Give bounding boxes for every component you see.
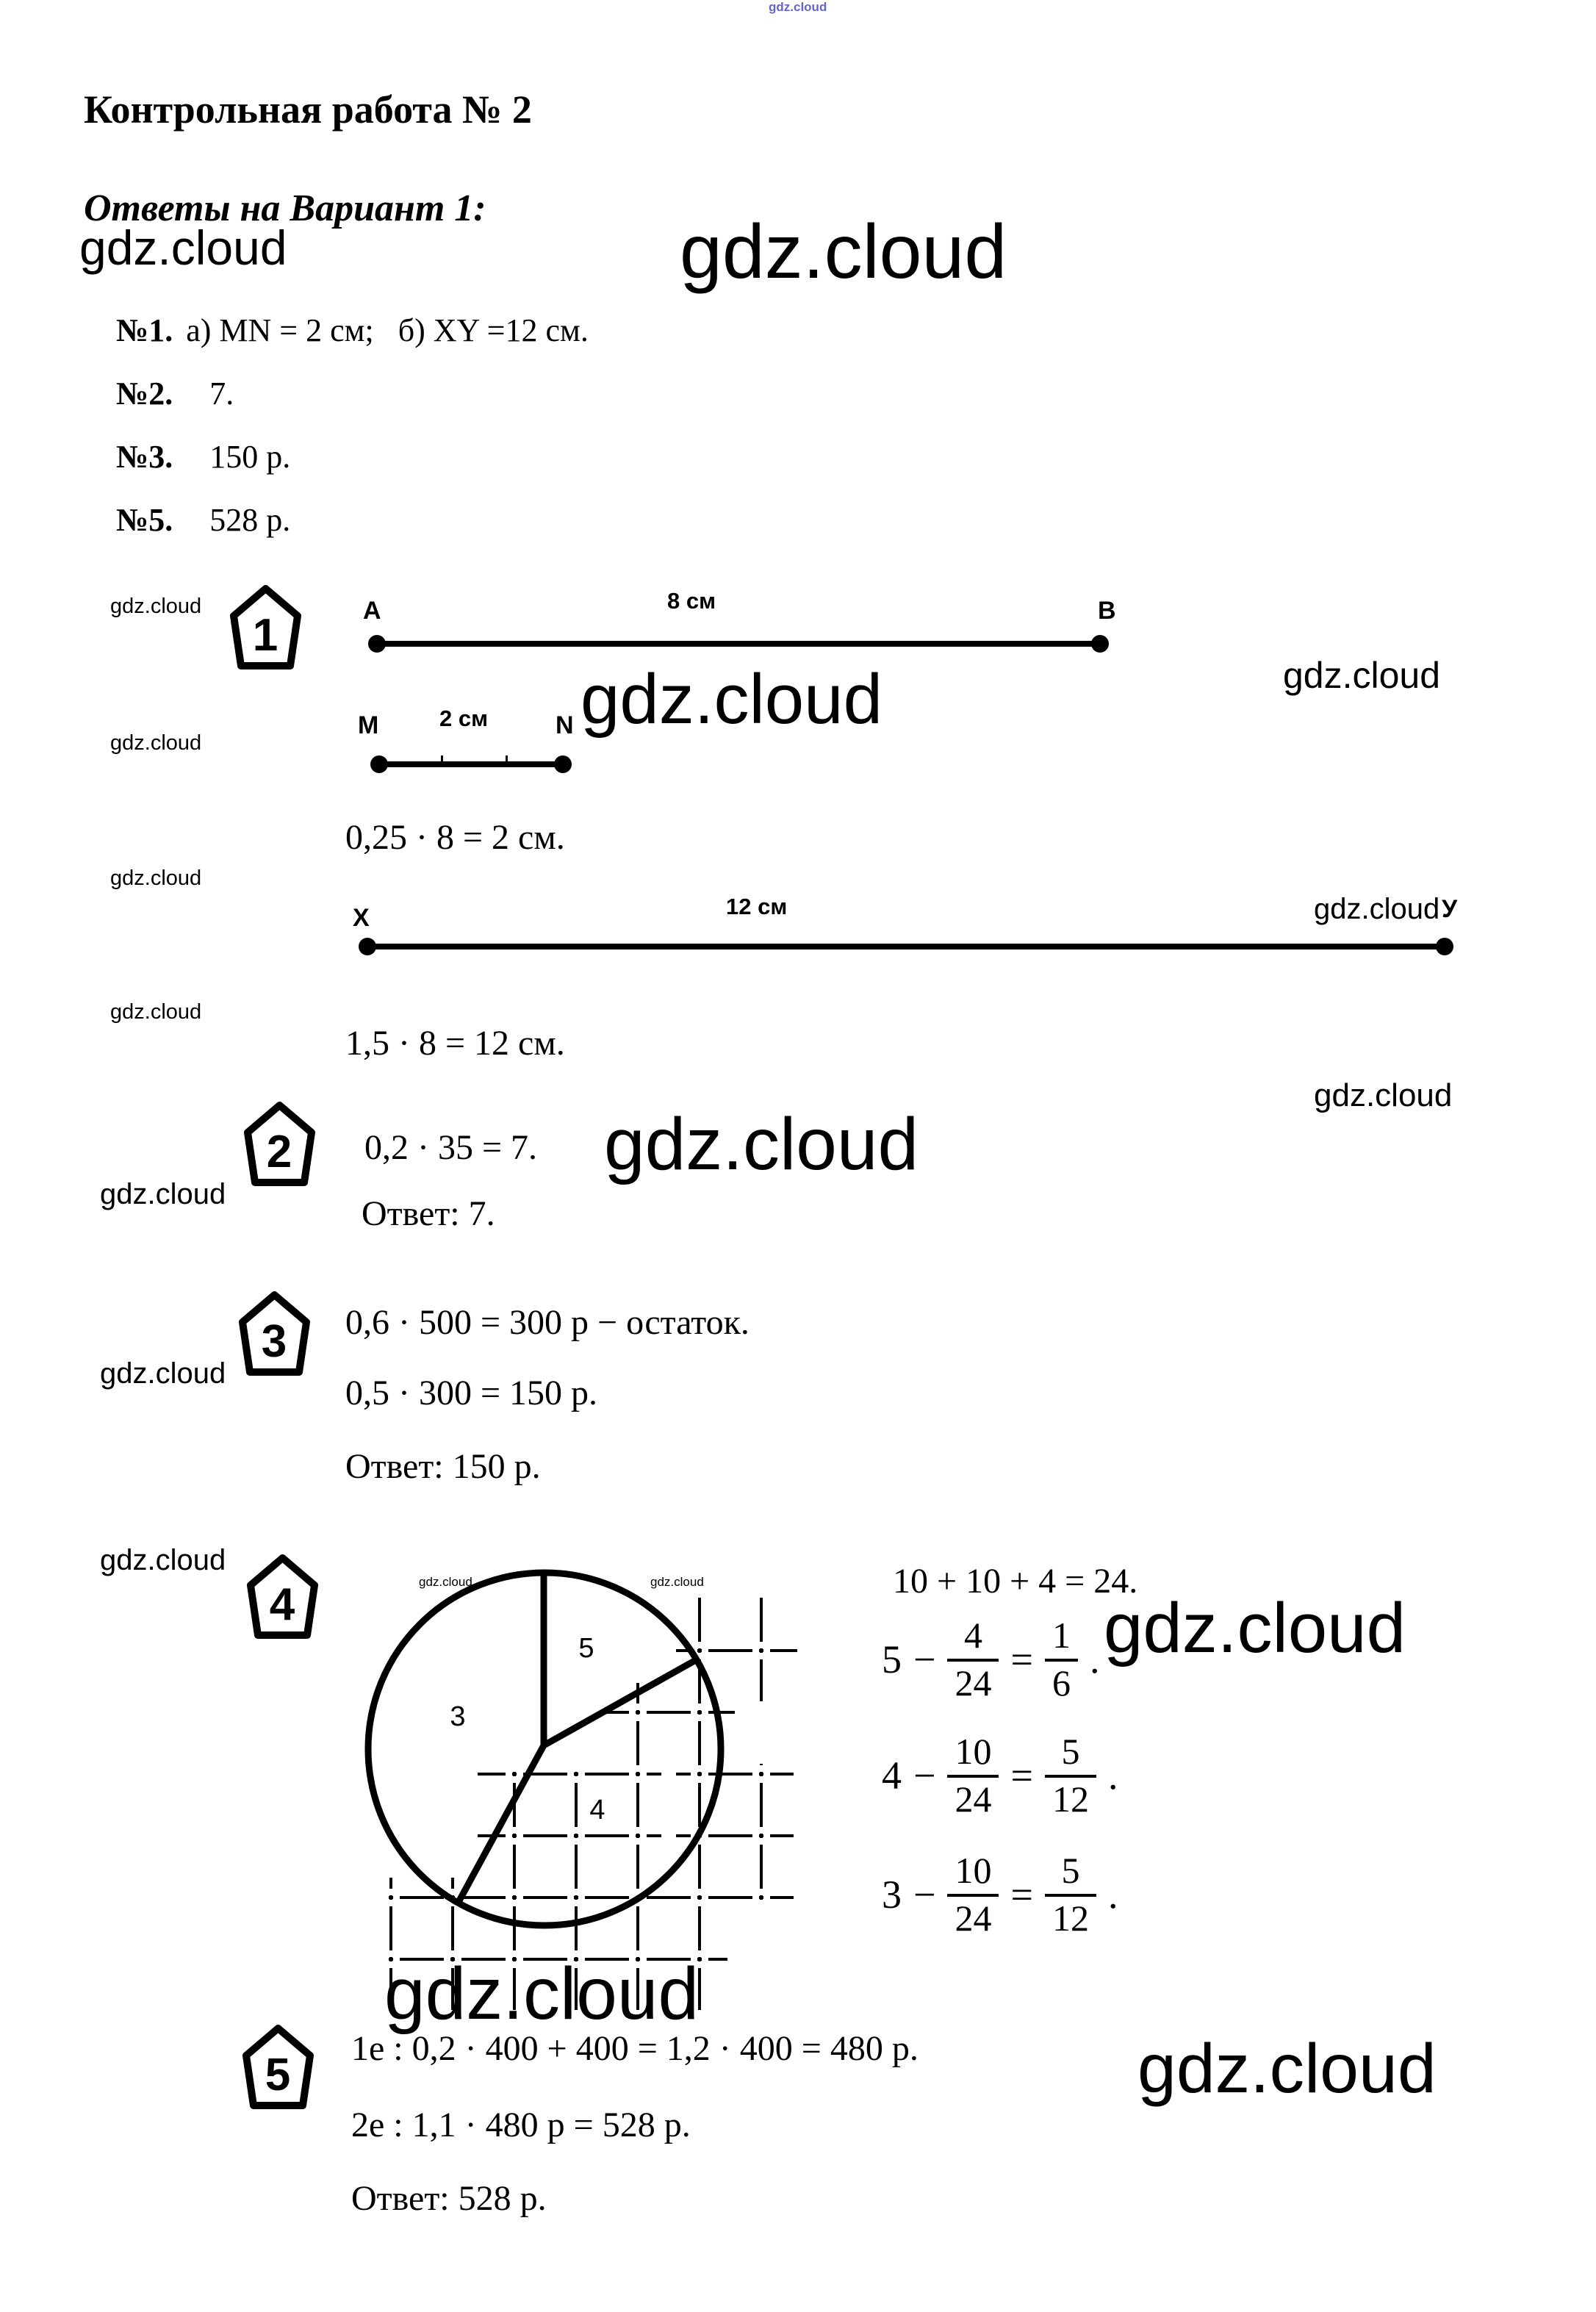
point-b-label: B [1098, 597, 1116, 625]
fraction-numerator: 1 [1052, 1615, 1071, 1656]
watermark: gdz.cloud [110, 595, 202, 618]
watermark: gdz.cloud [110, 731, 202, 755]
answer-value: 528 р. [209, 502, 291, 538]
page-title: Контрольная работа № 2 [84, 87, 532, 132]
segment-ab-line [377, 641, 1108, 647]
watermark: gdz.cloud [110, 1000, 202, 1024]
fraction [1045, 1733, 1096, 1818]
minus-sign: − [913, 1637, 936, 1681]
problem-2-formula: 0,2 · 35 = 7. [364, 1128, 538, 1167]
watermark: gdz.cloud [100, 1178, 226, 1210]
answer-label: №3. [116, 439, 173, 475]
fraction [1045, 1617, 1078, 1702]
watermark: gdz.cloud [100, 1357, 226, 1390]
problem-3-line-1: 0,6 · 500 = 300 р − остаток. [345, 1303, 750, 1342]
equals-sign: = [1010, 1753, 1033, 1798]
equation-lead: 3 [882, 1873, 902, 1917]
fraction-numerator: 10 [955, 1850, 992, 1891]
problem-1-formula-b: 1,5 · 8 = 12 см. [345, 1024, 565, 1063]
problem-3-badge [239, 1290, 310, 1380]
watermark: gdz.cloud [110, 866, 202, 890]
point-m-label: M [358, 711, 379, 739]
problem-3-answer: Ответ: 150 р. [345, 1447, 541, 1486]
variant-subtitle: Ответы на Вариант 1: [84, 187, 486, 229]
fraction [947, 1733, 999, 1818]
answer-value: 150 р. [209, 439, 291, 475]
answer-value: 7. [209, 376, 234, 412]
point-a-dot [368, 635, 386, 653]
fraction-denominator: 12 [1045, 1775, 1096, 1818]
equals-sign: = [1010, 1873, 1033, 1917]
problem-5-answer: Ответ: 528 р. [351, 2179, 547, 2218]
segment-xy-length: 12 см [726, 894, 788, 919]
hatch-patch [382, 1878, 727, 2010]
watermark: gdz.cloud [1314, 1077, 1453, 1113]
point-n-label: N [556, 711, 574, 739]
answer-row [84, 472, 290, 569]
fraction-numerator: 10 [955, 1731, 992, 1772]
fraction [1045, 1852, 1096, 1937]
fraction-denominator: 24 [947, 1659, 999, 1702]
problem-4-badge [247, 1554, 318, 1643]
sector-label: 4 [589, 1795, 605, 1825]
fraction-denominator: 6 [1045, 1659, 1078, 1702]
watermark: gdz.cloud [650, 1575, 704, 1589]
fraction-denominator: 12 [1045, 1894, 1096, 1937]
segment-mn-length: 2 см [439, 706, 489, 731]
problem-2-badge [244, 1101, 315, 1191]
answer-label: №5. [116, 502, 173, 538]
answer-label: №1. [116, 312, 173, 348]
pie-diagram [360, 1558, 816, 2028]
point-x-dot [359, 938, 376, 955]
point-b-dot [1091, 635, 1109, 653]
badge-number: 5 [265, 2050, 291, 2100]
problem-4-equation [882, 1733, 1118, 1818]
problem-1-badge [230, 584, 301, 674]
fraction [947, 1617, 999, 1702]
watermark: gdz.cloud [580, 660, 883, 739]
watermark: gdz.cloud [79, 220, 287, 275]
watermark: gdz.cloud [100, 1544, 226, 1576]
fraction-numerator: 5 [1061, 1731, 1080, 1772]
watermark: gdz.cloud [1283, 655, 1441, 696]
minus-sign: − [913, 1753, 936, 1798]
point-m-dot [370, 755, 388, 773]
badge-number: 3 [261, 1316, 287, 1367]
fraction-denominator: 24 [947, 1775, 999, 1818]
watermark: gdz.cloud [1137, 2030, 1437, 2108]
fraction-numerator: 5 [1061, 1850, 1080, 1891]
equation-lead: 5 [882, 1637, 902, 1681]
point-y-label: У [1442, 895, 1458, 923]
problem-1-formula-a: 0,25 · 8 = 2 см. [345, 818, 565, 857]
segment-ab-length: 8 см [667, 588, 716, 614]
sector-label: 5 [578, 1633, 594, 1664]
point-a-label: A [363, 597, 381, 625]
watermark: gdz.cloud [419, 1575, 472, 1589]
point-y-dot [1436, 938, 1453, 955]
segment-mn-line [379, 761, 566, 767]
problem-3-line-2: 0,5 · 300 = 150 р. [345, 1374, 598, 1412]
problem-4-equation [882, 1617, 1099, 1702]
answer-value: а) MN = 2 см; б) XY =12 см. [186, 312, 589, 348]
watermark: gdz.cloud [1104, 1589, 1406, 1667]
ruler-tick [506, 755, 508, 766]
point-x-label: X [353, 904, 370, 932]
answer-label: №2. [116, 376, 173, 412]
problem-2-answer: Ответ: 7. [362, 1194, 495, 1233]
fraction-numerator: 4 [963, 1615, 982, 1656]
period: . [1089, 1637, 1100, 1681]
problem-5-line-1: 1е : 0,2 · 400 + 400 = 1,2 · 400 = 480 р. [351, 2029, 919, 2068]
period: . [1107, 1753, 1118, 1798]
period: . [1107, 1873, 1118, 1917]
badge-number: 4 [269, 1579, 295, 1630]
fraction-denominator: 24 [947, 1894, 999, 1937]
fraction [947, 1852, 999, 1937]
equation-lead: 4 [882, 1753, 902, 1798]
problem-5-line-2: 2е : 1,1 · 480 р = 528 р. [351, 2105, 691, 2144]
minus-sign: − [913, 1873, 936, 1917]
watermark: gdz.cloud [680, 209, 1007, 295]
equals-sign: = [1010, 1637, 1033, 1681]
badge-number: 1 [252, 610, 278, 661]
watermark: gdz.cloud [769, 0, 827, 14]
watermark: gdz.cloud [1314, 893, 1440, 925]
sector-label: 3 [450, 1701, 466, 1732]
problem-5-badge [242, 2024, 314, 2114]
badge-number: 2 [266, 1127, 292, 1177]
point-n-dot [554, 755, 572, 773]
problem-4-sum-line: 10 + 10 + 4 = 24. [893, 1562, 1138, 1601]
watermark: gdz.cloud [604, 1103, 919, 1185]
segment-xy-line [367, 944, 1445, 949]
ruler-tick [441, 755, 443, 766]
problem-4-equation [882, 1852, 1118, 1937]
